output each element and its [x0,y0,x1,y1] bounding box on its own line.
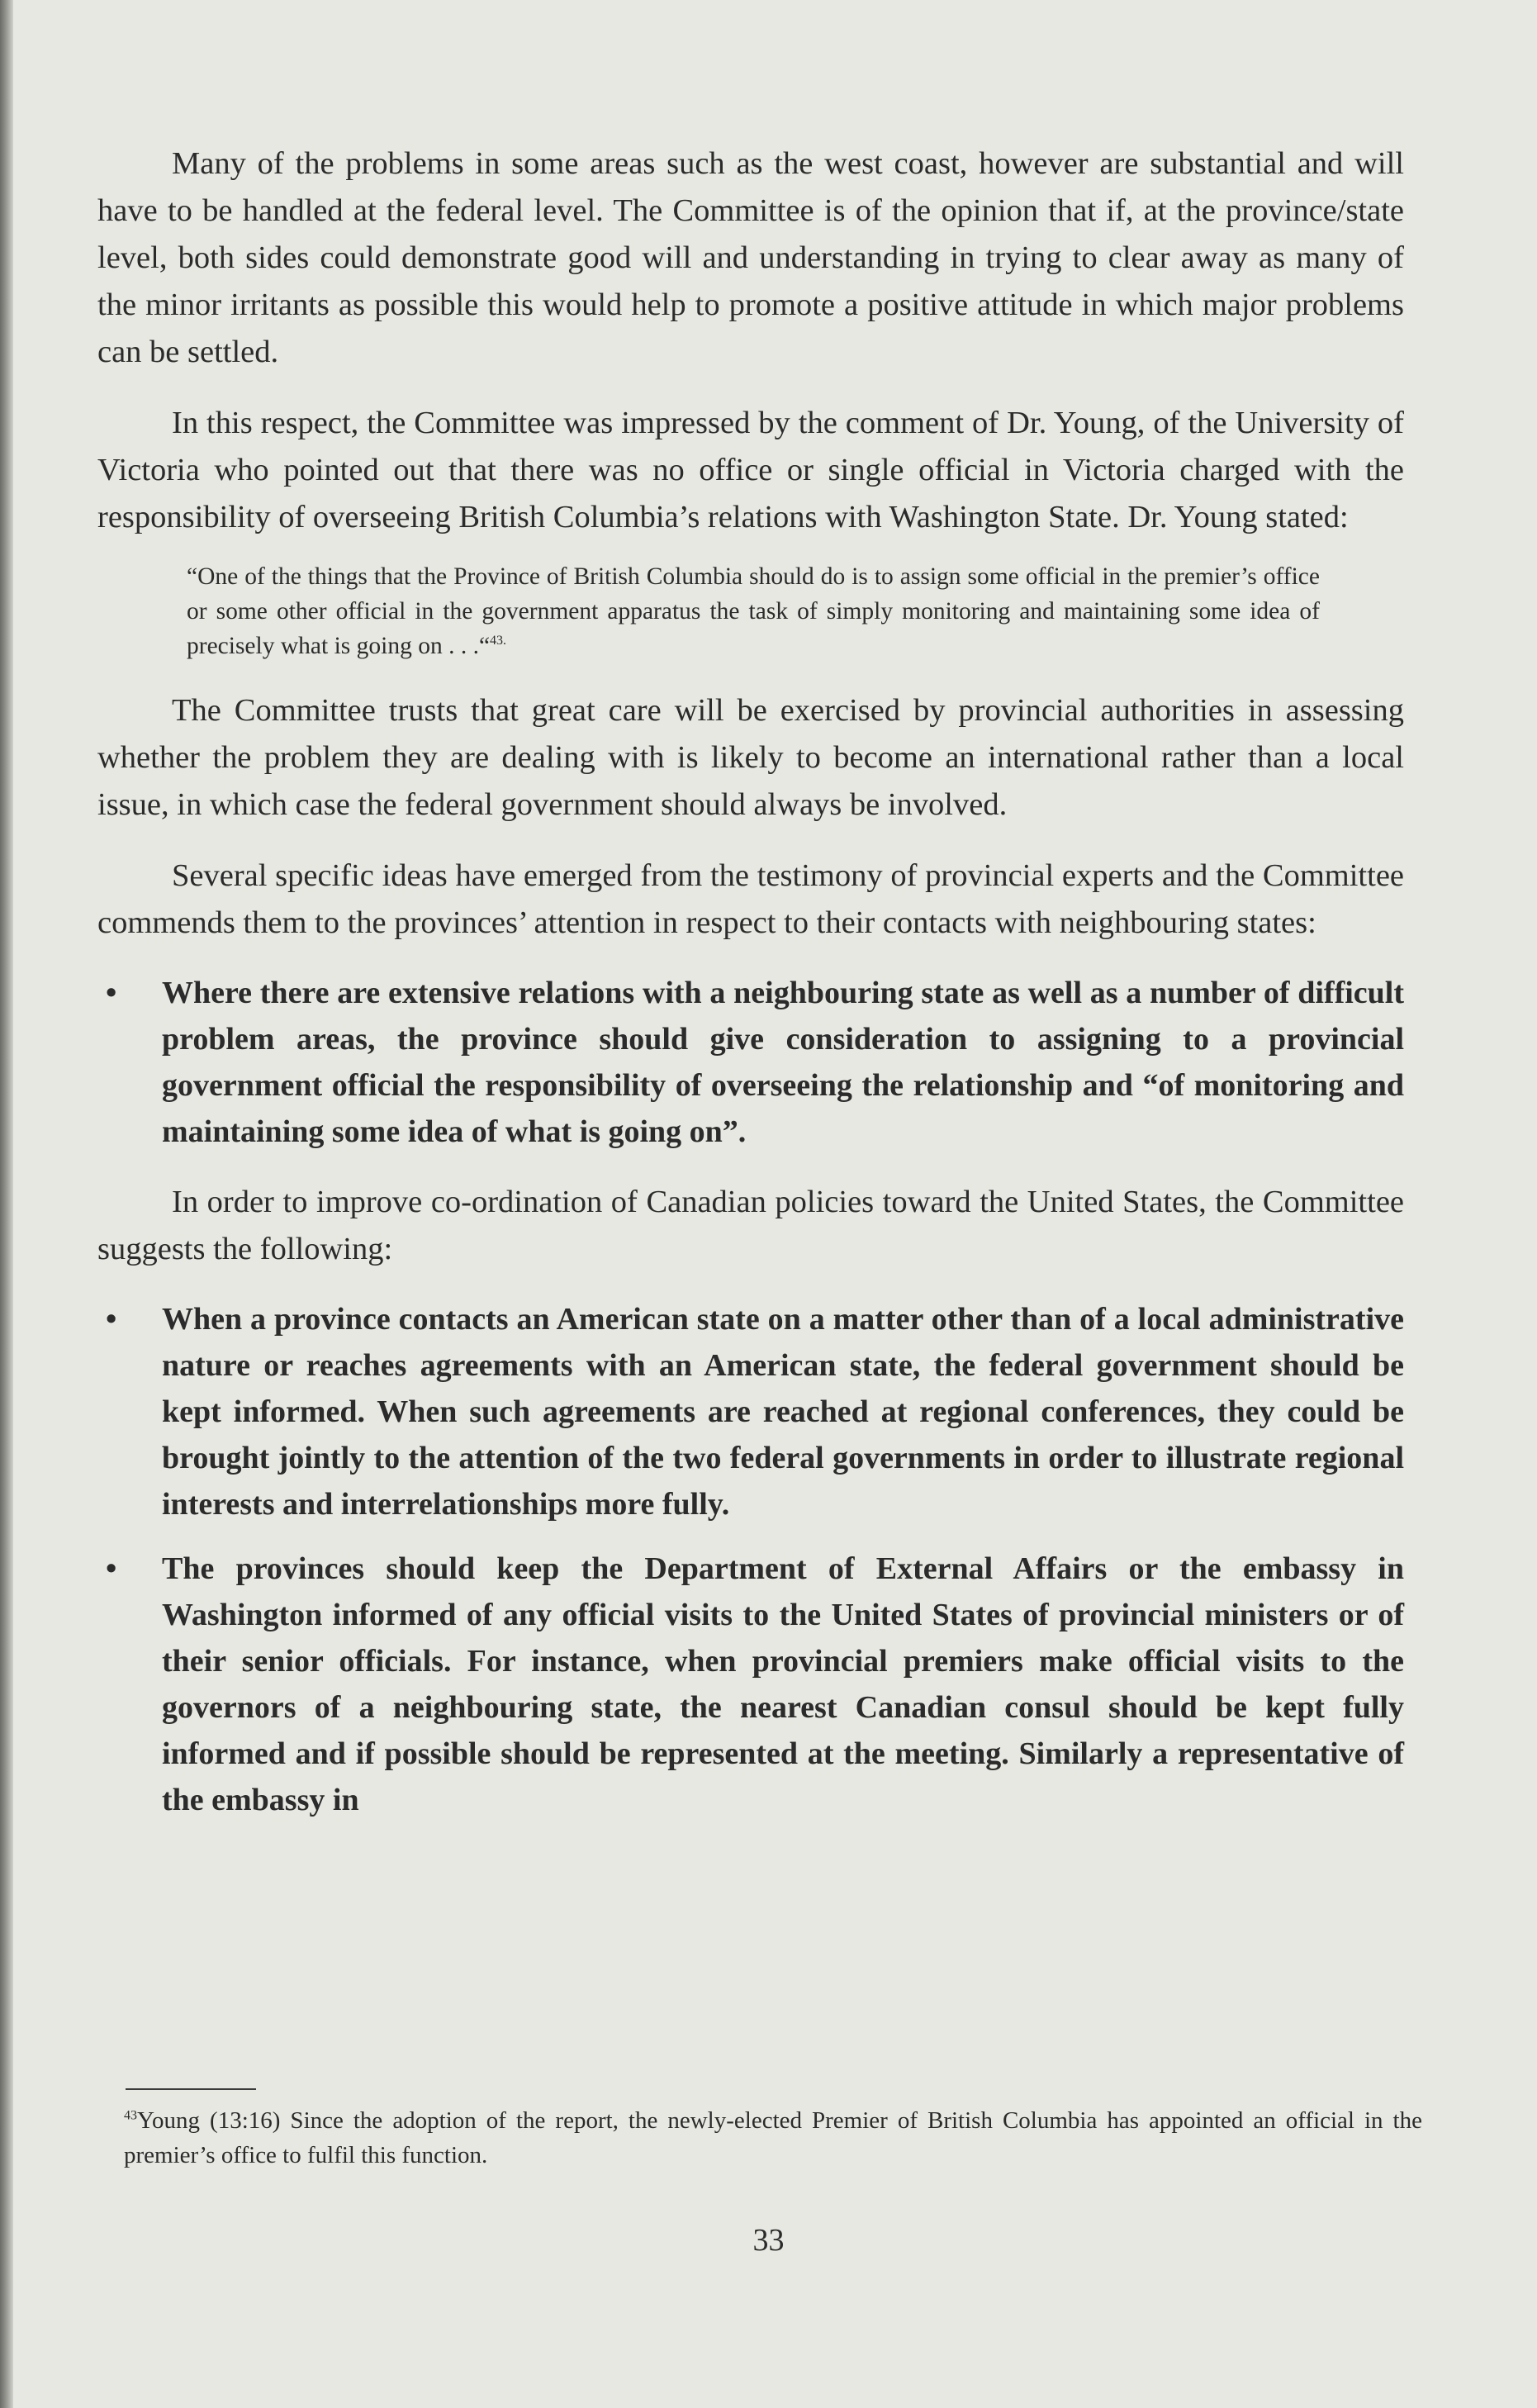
bullet-icon: • [106,1302,117,1337]
bullet-icon: • [106,976,117,1010]
footnote-number: 43 [124,2108,137,2123]
page-body [97,140,1404,1823]
book-spine-edge [0,0,13,2408]
recommendation-text: The provinces should keep the Department of External Affairs or the embassy in Washington informed of any official visits to the United States of provincial ministers or of their senior officials. For instance, when provincial premiers make official visits to the governors of a neighbouring state, the nearest Canadian consul should be kept fully informed and if possible should be represented at the meeting. Similarly a representative of the embassy in [162,1551,1404,1817]
recommendation-list-2 [97,1296,1404,1823]
footnote-divider [126,2088,256,2090]
paragraph-coordination: In order to improve co-ordination of Canadian policies toward the United States, the Committee suggests the following: [97,1185,1404,1266]
paragraph-west-coast: Many of the problems in some areas such as the west coast, however are substantial and will have to be handled at the federal level. The Committee is of the opinion that if, at the province/state level, both sides could demonstrate good will and understanding in trying to clear away as many of the minor irritants as possible this would help to promote a positive attitude in which major problems can be settled. [97,146,1404,369]
footnote [124,2103,1422,2173]
recommendation-item [97,970,1404,1155]
paragraph-dr-young: In this respect, the Committee was impressed by the comment of Dr. Young, of the University of Victoria who pointed out that there was no office or single official in Victoria charged with the responsibility of overseeing British Columbia’s relations with Washington State. Dr. Young stated: [97,406,1404,534]
quote-footnote-ref: 43. [490,634,507,648]
paragraph-specific-ideas: Several specific ideas have emerged from the testimony of provincial experts and the Committee commends them to the provinces’ attention in respect to their contacts with neighbouring states: [97,858,1404,940]
paragraph-committee-trusts: The Committee trusts that great care will be exercised by provincial authorities in assessing whether the problem they are dealing with is likely to become an international rather than a local issue, in which case the federal government should always be involved. [97,693,1404,822]
recommendation-text: When a province contacts an American state on a matter other than of a local administrative nature or reaches agreements with an American state, the federal government should be kept informed. When such agreements are reached at regional conferences, they could be brought jointly to the attention of the two federal governments in order to illustrate regional interests and interrelationships more fully. [162,1302,1404,1522]
footnote-text: Young (13:16) Since the adoption of the report, the newly-elected Premier of British Columbia has appointed an official in the premier’s office to fulfil this function. [124,2107,1422,2168]
recommendation-text: Where there are extensive relations with a neighbouring state as well as a number of difficult problem areas, the province should give consideration to assigning to a provincial government official the responsibility of overseeing the relationship and “of monitoring and maintaining some idea of what is going on”. [162,976,1404,1149]
recommendation-list-1 [97,970,1404,1155]
page-number: 33 [752,2223,785,2258]
recommendation-item [97,1296,1404,1527]
bullet-icon: • [106,1551,117,1586]
block-quote [187,559,1320,663]
recommendation-item [97,1546,1404,1823]
quote-text: “One of the things that the Province of British Columbia should do is to assign some official in the premier’s office or some other official in the government apparatus the task of simply monitoring and maintaining some idea of precisely what is going on . . .“ [187,563,1320,659]
